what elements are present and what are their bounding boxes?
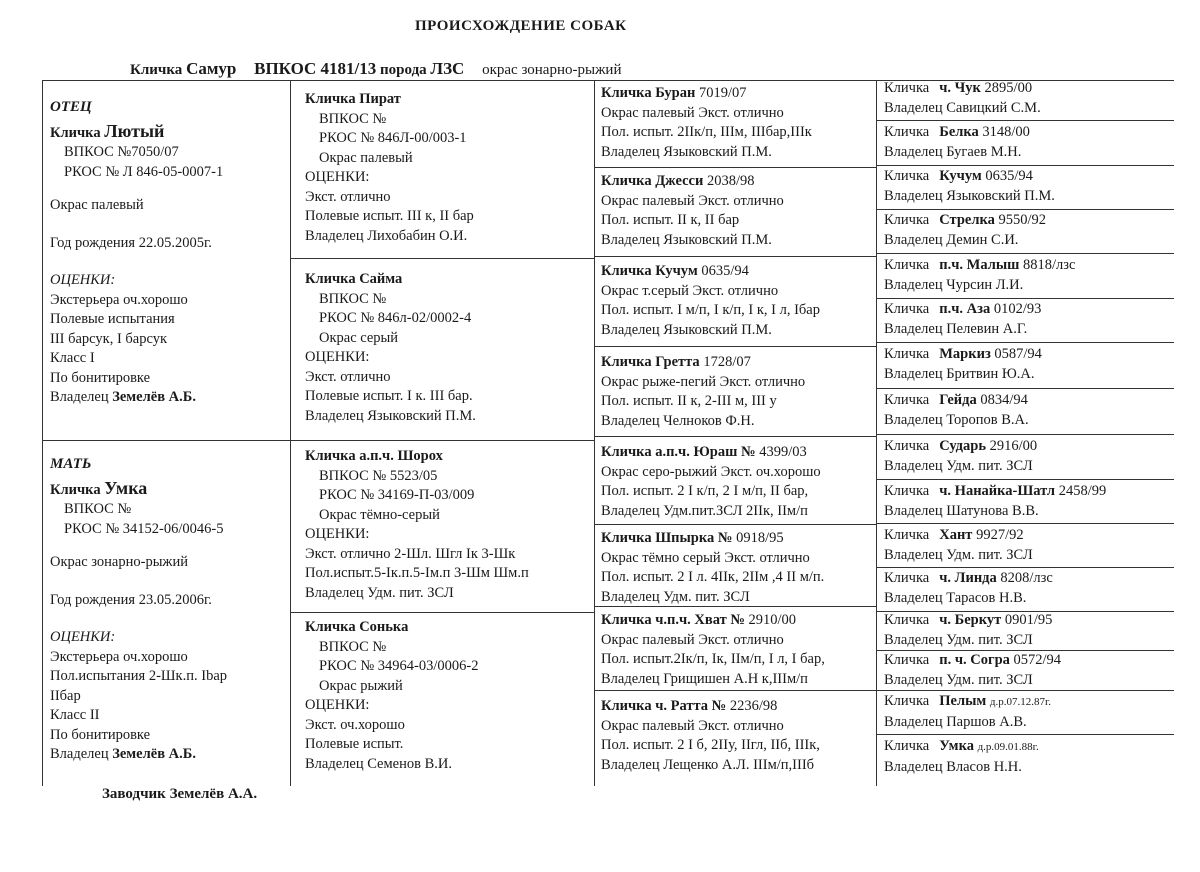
grandparent-line: Экст. отлично <box>305 368 391 385</box>
gggparent-name: Маркиз <box>939 346 991 362</box>
gggparent-cell <box>884 300 1041 339</box>
gggparent-name: Сударь <box>939 438 986 454</box>
grandparent-line: РКОС № 34169-П-03/009 <box>319 487 475 503</box>
grandparent-line: Полевые испыт. I к. III бар. <box>305 388 473 404</box>
ggparent-name: Кличка Шпырка № <box>601 530 733 546</box>
ggparent-cell <box>601 529 824 607</box>
gggp-divider-15 <box>876 734 1174 735</box>
gggp-divider-7 <box>876 388 1174 389</box>
ggp-divider-7 <box>594 690 876 691</box>
gggparent-label: Кличка <box>884 346 930 362</box>
gggp-divider-6 <box>876 342 1174 343</box>
gggparent-reg: 0572/94 <box>1013 652 1062 668</box>
ggparent-line: Владелец Языковский П.М. <box>601 321 772 338</box>
gggparent-cell <box>884 79 1041 118</box>
gggparent-owner: Владелец Паршов А.В. <box>884 713 1027 730</box>
ggparent-name: Кличка ч.п.ч. Хват № <box>601 612 745 628</box>
gggparent-label: Кличка <box>884 570 930 586</box>
header-color: окрас зонарно-рыжий <box>482 62 622 78</box>
gggparent-cell <box>884 211 1046 250</box>
ggparent-line: Окрас палевый Экст. отлично <box>601 631 784 648</box>
father-reg1: ВПКОС №7050/07 <box>64 144 179 160</box>
mother-score-1: Экстерьера оч.хорошо <box>50 648 188 665</box>
ggparent-reg: 0635/94 <box>701 263 749 279</box>
gggparent-label: Кличка <box>884 212 930 228</box>
gggparent-cell <box>884 482 1106 521</box>
grandparent-cell <box>305 90 474 246</box>
grandparent-line: ОЦЕНКИ: <box>305 169 370 185</box>
gggparent-name: Хант <box>939 527 973 543</box>
grandparent-name: Кличка Сонька <box>305 619 409 635</box>
gp-divider-2 <box>290 440 594 441</box>
left-border <box>42 80 43 786</box>
gggparent-name: Белка <box>939 124 979 140</box>
gggparent-label: Кличка <box>884 693 930 709</box>
mother-name-label: Кличка <box>50 481 101 498</box>
gggp-divider-14 <box>876 690 1174 691</box>
ggp-divider-2 <box>594 256 876 257</box>
ggparent-name: Кличка ч. Ратта № <box>601 698 727 714</box>
father-cell <box>50 98 223 408</box>
gggparent-cell <box>884 651 1061 690</box>
ggparent-line: Пол. испыт.2Iк/п, Iк, IIм/п, I л, I бар, <box>601 651 825 667</box>
father-owner: Земелёв А.Б. <box>112 389 196 405</box>
gggparent-reg: 2916/00 <box>989 438 1038 454</box>
gggparent-cell <box>884 737 1039 777</box>
gggparent-name: Умка <box>939 738 974 754</box>
gggparent-cell <box>884 167 1055 206</box>
gggparent-owner: Владелец Удм. пит. ЗСЛ <box>884 457 1033 474</box>
gggparent-reg: 2895/00 <box>984 80 1033 96</box>
grandparent-line: Экст. оч.хорошо <box>305 716 405 733</box>
ggparent-line: Владелец Челноков Ф.Н. <box>601 412 755 429</box>
ggparent-name: Кличка Джесси <box>601 173 704 189</box>
breeder: Заводчик Земелёв А.А. <box>102 786 258 802</box>
ggparent-cell <box>601 353 805 431</box>
gggparent-label: Кличка <box>884 80 930 96</box>
grandparent-line: Окрас тёмно-серый <box>319 506 440 523</box>
ggparent-reg: 2236/98 <box>729 698 778 714</box>
gggparent-label: Кличка <box>884 168 930 184</box>
gggparent-name: ч. Линда <box>939 570 997 586</box>
grandparent-line: ОЦЕНКИ: <box>305 697 370 713</box>
mother-label: МАТЬ <box>50 456 92 472</box>
ggparent-line: Окрас палевый Экст. отлично <box>601 104 784 121</box>
gggp-divider-9 <box>876 479 1174 480</box>
ggparent-line: Пол. испыт. 2 I л. 4IIк, 2IIм ,4 II м/п. <box>601 569 825 585</box>
gggparent-reg: д.р.09.01.88г. <box>977 741 1039 753</box>
header-reg: ВПКОС 4181/13 <box>254 59 377 78</box>
grandparent-line: РКОС № 846л-02/0002-4 <box>319 310 472 326</box>
ggparent-line: Пол. испыт. 2 I б, 2IIу, IIгл, IIб, IIIк, <box>601 737 820 753</box>
ggparent-reg: 7019/07 <box>698 85 747 101</box>
grandparent-line: ВПКОС № 5523/05 <box>319 467 438 484</box>
gggparent-cell <box>884 256 1075 295</box>
ggparent-reg: 4399/03 <box>759 444 807 460</box>
gggp-divider-8 <box>876 434 1174 435</box>
ggparent-line: Пол. испыт. II к, 2-III м, III у <box>601 393 777 409</box>
gggp-divider-2 <box>876 165 1174 166</box>
gggparent-reg: 0587/94 <box>994 346 1042 362</box>
gggparent-owner: Владелец Демин С.И. <box>884 231 1019 248</box>
gggp-divider-4 <box>876 253 1174 254</box>
gggparent-label: Кличка <box>884 392 930 408</box>
gggparent-reg: 9550/92 <box>998 212 1046 228</box>
gggparent-name: п. ч. Согра <box>939 652 1010 668</box>
grandparent-line: Владелец Удм. пит. ЗСЛ <box>305 584 454 601</box>
ggparent-line: Окрас палевый Экст. отлично <box>601 192 784 209</box>
gggparent-cell <box>884 526 1033 565</box>
gp-divider-3 <box>290 612 594 613</box>
gggparent-name: п.ч. Аза <box>939 301 991 317</box>
grandparent-line: Экст. отлично <box>305 188 391 205</box>
ggparent-line: Пол. испыт. II к, II бар <box>601 212 740 228</box>
mother-owner-label: Владелец <box>50 746 109 762</box>
ggparent-line: Пол. испыт. I м/п, I к/п, I к, I л, Iбар <box>601 302 820 318</box>
ggparent-cell <box>601 84 812 162</box>
gggparent-label: Кличка <box>884 527 930 543</box>
gggparent-owner: Владелец Бритвин Ю.А. <box>884 365 1035 382</box>
mother-score-4: Класс II <box>50 707 100 723</box>
grandparent-cell <box>305 447 529 603</box>
ggparent-line: Владелец Удм. пит. ЗСЛ <box>601 588 750 605</box>
father-name-label: Кличка <box>50 124 101 141</box>
grandparent-line: РКОС № 846Л-00/003-1 <box>319 130 467 146</box>
grandparent-line: РКОС № 34964-03/0006-2 <box>319 658 479 674</box>
gggparent-owner: Владелец Чурсин Л.И. <box>884 276 1024 293</box>
father-score-4: Класс I <box>50 350 95 366</box>
father-score-1: Экстерьера оч.хорошо <box>50 291 188 308</box>
header-breed: ЛЗС <box>430 59 465 78</box>
father-name: Лютый <box>104 120 165 141</box>
gggparent-label: Кличка <box>884 483 930 499</box>
grandparent-line: Владелец Семенов В.И. <box>305 755 452 772</box>
ggparent-name: Кличка Гретта <box>601 354 700 370</box>
ggp-divider-5 <box>594 524 876 525</box>
ggparent-line: Владелец Удм.пит.ЗСЛ 2IIк, IIм/п <box>601 502 808 519</box>
gggparent-reg: 0834/94 <box>980 392 1028 408</box>
ggparent-cell <box>601 443 821 521</box>
gggparent-owner: Владелец Языковский П.М. <box>884 187 1055 204</box>
ggparent-line: Окрас т.серый Экст. отлично <box>601 282 779 299</box>
grandparent-line: Экст. отлично 2-Шл. Шгл Iк 3-Шк <box>305 545 516 562</box>
ggparent-line: Окрас серо-рыжий Экст. оч.хорошо <box>601 463 821 480</box>
ggparent-cell <box>601 611 825 689</box>
ggparent-line: Пол. испыт. 2IIк/п, IIIм, IIIбар,IIIк <box>601 124 812 140</box>
col-divider-2 <box>594 80 595 786</box>
gggparent-label: Кличка <box>884 124 930 140</box>
ggparent-cell <box>601 262 820 340</box>
gggparent-label: Кличка <box>884 612 930 628</box>
ggparent-name: Кличка Кучум <box>601 263 698 279</box>
gggparent-name: Стрелка <box>939 212 995 228</box>
gggparent-label: Кличка <box>884 301 930 317</box>
father-birth: Год рождения 22.05.2005г. <box>50 234 212 251</box>
mother-birth: Год рождения 23.05.2006г. <box>50 591 212 608</box>
mother-reg1: ВПКОС № <box>64 501 132 517</box>
grandparent-name: Кличка а.п.ч. Шорох <box>305 448 443 464</box>
gggparent-owner: Владелец Савицкий С.М. <box>884 99 1041 116</box>
gggparent-cell <box>884 611 1052 650</box>
ggparent-cell <box>601 172 784 250</box>
gggparent-cell <box>884 345 1042 384</box>
father-color: Окрас палевый <box>50 197 144 213</box>
gggparent-name: ч. Нанайка-Шатл <box>939 483 1056 499</box>
gggp-divider-1 <box>876 120 1174 121</box>
father-owner-label: Владелец <box>50 389 109 405</box>
grandparent-line: ОЦЕНКИ: <box>305 526 370 542</box>
ggparent-reg: 2910/00 <box>748 612 797 628</box>
gggparent-name: Кучум <box>939 168 982 184</box>
grandparent-cell <box>305 618 478 774</box>
ggparent-line: Владелец Лещенко А.Л. IIIм/п,IIIб <box>601 756 815 773</box>
gggparent-cell <box>884 123 1030 162</box>
gggparent-label: Кличка <box>884 738 930 754</box>
gggparent-reg: 0635/94 <box>985 168 1033 184</box>
grandparent-line: ВПКОС № <box>319 290 387 307</box>
grandparent-name: Кличка Сайма <box>305 271 403 287</box>
grandparent-line: Владелец Языковский П.М. <box>305 407 476 424</box>
ggparent-line: Пол. испыт. 2 I к/п, 2 I м/п, II бар, <box>601 483 809 499</box>
mother-score-5: По бонитировке <box>50 726 151 743</box>
header-name: Самур <box>186 59 237 78</box>
mother-scores-label: ОЦЕНКИ: <box>50 629 116 645</box>
gggparent-reg: 2458/99 <box>1058 483 1107 499</box>
gggp-divider-10 <box>876 523 1174 524</box>
ggparent-name: Кличка а.п.ч. Юраш № <box>601 444 756 460</box>
gggparent-reg: 8818/лзс <box>1023 257 1076 273</box>
ggparent-line: Владелец Языковский П.М. <box>601 143 772 160</box>
gggparent-cell <box>884 437 1037 476</box>
ggparent-reg: 2038/98 <box>706 173 755 189</box>
gggparent-name: Пелым <box>939 693 987 709</box>
gggparent-label: Кличка <box>884 438 930 454</box>
grandparent-line: Полевые испыт. <box>305 736 404 752</box>
grandparent-line: Окрас рыжий <box>319 677 403 694</box>
gggparent-cell <box>884 692 1051 732</box>
father-score-5: По бонитировке <box>50 369 151 386</box>
header-name-label: Кличка <box>130 62 183 78</box>
gp-divider-1 <box>290 258 594 259</box>
gggparent-name: ч. Чук <box>939 80 981 96</box>
gggparent-label: Кличка <box>884 257 930 273</box>
gggp-divider-11 <box>876 567 1174 568</box>
header-breed-label: порода <box>380 62 427 78</box>
ggparent-line: Окрас тёмно серый Экст. отлично <box>601 549 810 566</box>
gggparent-owner: Владелец Удм. пит. ЗСЛ <box>884 631 1033 648</box>
father-label: ОТЕЦ <box>50 99 92 115</box>
father-score-3: III барсук, I барсук <box>50 330 168 347</box>
ggparent-cell <box>601 697 820 775</box>
gggparent-label: Кличка <box>884 652 930 668</box>
gggparent-owner: Владелец Тарасов Н.В. <box>884 589 1027 606</box>
ggp-divider-3 <box>594 346 876 347</box>
grandparent-line: ОЦЕНКИ: <box>305 349 370 365</box>
gggparent-name: ч. Беркут <box>939 612 1002 628</box>
gggparent-reg: 8208/лзс <box>1000 570 1053 586</box>
page-title: ПРОИСХОЖДЕНИЕ СОБАК <box>415 18 627 34</box>
grandparent-line: Владелец Лихобабин О.И. <box>305 227 468 244</box>
gggparent-reg: 3148/00 <box>982 124 1030 140</box>
ggp-divider-1 <box>594 167 876 168</box>
gggparent-name: Гейда <box>939 392 977 408</box>
grandparent-cell <box>305 270 476 426</box>
col-divider-3 <box>876 80 877 786</box>
ggparent-line: Окрас рыже-пегий Экст. отлично <box>601 373 806 390</box>
gggparent-owner: Владелец Удм. пит. ЗСЛ <box>884 546 1033 563</box>
mother-score-2: Пол.испытания 2-Шк.п. Ibар <box>50 668 228 684</box>
gggparent-reg: 9927/92 <box>976 527 1024 543</box>
grandparent-line: ВПКОС № <box>319 110 387 127</box>
gggparent-cell <box>884 569 1053 608</box>
grandparent-line: Пол.испыт.5-Iк.п.5-Iм.п 3-Шм Шм.п <box>305 565 529 581</box>
ggparent-line: Владелец Языковский П.М. <box>601 231 772 248</box>
gggparent-cell <box>884 391 1029 430</box>
parent-divider <box>42 440 290 441</box>
gggparent-owner: Владелец Пелевин А.Г. <box>884 320 1028 337</box>
grandparent-line: Окрас серый <box>319 329 399 346</box>
gggparent-name: п.ч. Малыш <box>939 257 1020 273</box>
ggp-divider-4 <box>594 436 876 437</box>
mother-owner: Земелёв А.Б. <box>112 746 196 762</box>
ggparent-reg: 1728/07 <box>703 354 751 370</box>
gggparent-owner: Владелец Бугаев М.Н. <box>884 143 1022 160</box>
mother-cell <box>50 455 227 765</box>
father-reg2: РКОС № Л 846-05-0007-1 <box>64 163 224 180</box>
grandparent-name: Кличка Пират <box>305 91 401 107</box>
ggparent-name: Кличка Буран <box>601 85 696 101</box>
dog-header <box>130 59 622 79</box>
gggparent-owner: Владелец Власов Н.Н. <box>884 758 1022 775</box>
gggparent-reg: 0901/95 <box>1004 612 1053 628</box>
gggparent-reg: 0102/93 <box>993 301 1042 317</box>
grandparent-line: ВПКОС № <box>319 638 387 655</box>
gggparent-owner: Владелец Торопов В.А. <box>884 411 1029 428</box>
mother-score-3: IIбар <box>50 687 81 704</box>
father-score-2: Полевые испытания <box>50 311 175 327</box>
gggp-divider-5 <box>876 298 1174 299</box>
mother-reg2: РКОС № 34152-06/0046-5 <box>64 520 224 537</box>
ggparent-reg: 0918/95 <box>736 530 784 546</box>
gggparent-reg: д.р.07.12.87г. <box>989 696 1052 708</box>
mother-color: Окрас зонарно-рыжий <box>50 554 188 570</box>
ggparent-line: Окрас палевый Экст. отлично <box>601 717 784 734</box>
grandparent-line: Полевые испыт. III к, II бар <box>305 208 474 224</box>
gggp-divider-3 <box>876 209 1174 210</box>
mother-name: Умка <box>104 477 148 498</box>
ggparent-line: Владелец Грищишен А.Н к,IIIм/п <box>601 670 808 687</box>
gggparent-owner: Владелец Шатунова В.В. <box>884 502 1039 519</box>
col-divider-1 <box>290 80 291 786</box>
gggparent-owner: Владелец Удм. пит. ЗСЛ <box>884 671 1033 688</box>
grandparent-line: Окрас палевый <box>319 149 413 166</box>
father-scores-label: ОЦЕНКИ: <box>50 272 116 288</box>
